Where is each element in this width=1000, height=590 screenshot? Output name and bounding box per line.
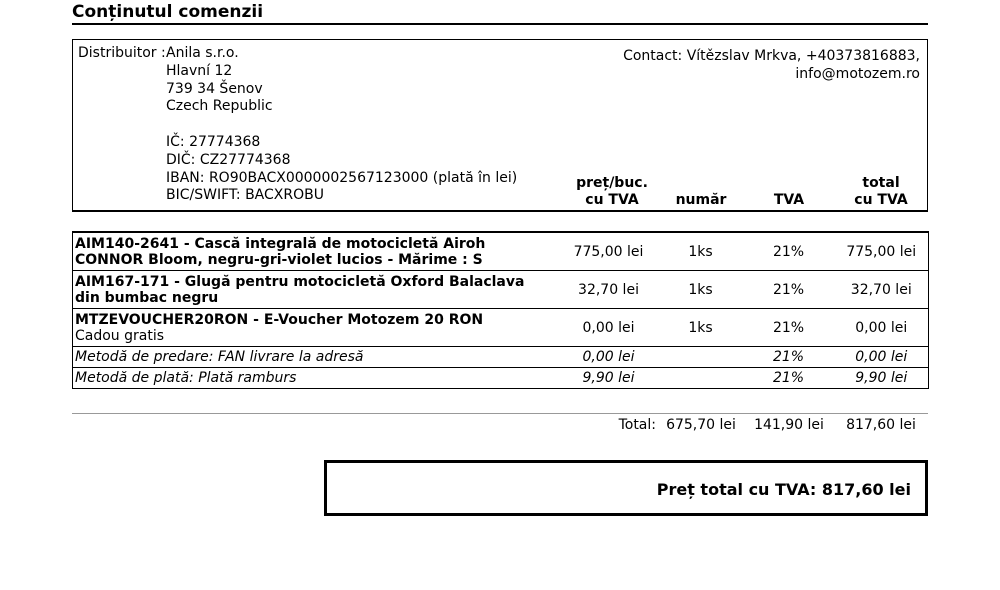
table-row-payment: [73, 368, 929, 389]
column-header-total: total cu TVA: [854, 175, 908, 208]
contact-line-2: info@motozem.ro: [795, 66, 920, 82]
seller-tax-info: [166, 134, 517, 205]
item-vat: 21%: [743, 271, 835, 309]
item-price: 32,70 lei: [559, 271, 659, 309]
item-price: 0,00 lei: [559, 309, 659, 347]
item-qty: 1ks: [659, 232, 743, 271]
payment-vat: 21%: [743, 368, 835, 389]
item-description: AIM167-171 - Glugă pentru motocicletă Oxford Balaclava din bumbac negru: [73, 271, 559, 309]
contact-line-1: Contact: Vítězslav Mrkva, +40373816883,: [623, 48, 920, 64]
seller-ic: IČ: 27774368: [166, 134, 261, 150]
item-vat: 21%: [743, 309, 835, 347]
table-row: [73, 309, 929, 347]
seller-bic: BIC/SWIFT: BACXROBU: [166, 187, 324, 204]
seller-label: Distribuitor :: [78, 45, 166, 61]
item-qty: 1ks: [659, 309, 743, 347]
seller-address: [166, 45, 273, 116]
payment-total: 9,90 lei: [835, 368, 929, 389]
seller-country: Czech Republic: [166, 98, 273, 115]
item-note: Cadou gratis: [75, 327, 165, 344]
totals-divider: [72, 413, 928, 414]
delivery-total: 0,00 lei: [835, 347, 929, 368]
totals-label: Total:: [618, 417, 656, 433]
payment-method: Metodă de plată: Plată ramburs: [73, 368, 559, 389]
item-vat: 21%: [743, 232, 835, 271]
totals-vat: 141,90 lei: [754, 417, 824, 433]
seller-iban: IBAN: RO90BACX0000002567123000 (plată în lei): [166, 169, 518, 186]
column-header-qty: număr: [675, 192, 727, 208]
item-qty: 1ks: [659, 271, 743, 309]
title-divider: [72, 23, 928, 25]
items-table: [72, 231, 929, 389]
item-total: 775,00 lei: [835, 232, 929, 271]
seller-dic: DIČ: CZ27774368: [166, 151, 291, 168]
seller-name: Anila s.r.o.: [166, 45, 239, 61]
item-price: 775,00 lei: [559, 232, 659, 271]
grand-total: Preț total cu TVA: 817,60 lei: [656, 480, 911, 499]
seller-city: 739 34 Šenov: [166, 80, 263, 97]
payment-price: 9,90 lei: [559, 368, 659, 389]
table-row-delivery: [73, 347, 929, 368]
item-total: 0,00 lei: [835, 309, 929, 347]
item-description: MTZEVOUCHER20RON - E-Voucher Motozem 20 RON Cadou gratis: [73, 309, 559, 347]
column-header-price: preț/buc. cu TVA: [576, 175, 648, 208]
item-description: AIM140-2641 - Cască integrală de motocicletă Airoh CONNOR Bloom, negru-gri-violet lucios - Mărime : S: [73, 232, 559, 271]
section-title: Conținutul comenzii: [72, 2, 264, 22]
table-row: [73, 271, 929, 309]
totals-net: 675,70 lei: [666, 417, 736, 433]
delivery-vat: 21%: [743, 347, 835, 368]
table-row: [73, 232, 929, 271]
seller-street: Hlavní 12: [166, 62, 233, 79]
column-header-vat: TVA: [773, 192, 805, 208]
seller-contact: [623, 47, 920, 83]
delivery-price: 0,00 lei: [559, 347, 659, 368]
item-total: 32,70 lei: [835, 271, 929, 309]
delivery-method: Metodă de predare: FAN livrare la adresă: [73, 347, 559, 368]
totals-gross: 817,60 lei: [846, 417, 916, 433]
